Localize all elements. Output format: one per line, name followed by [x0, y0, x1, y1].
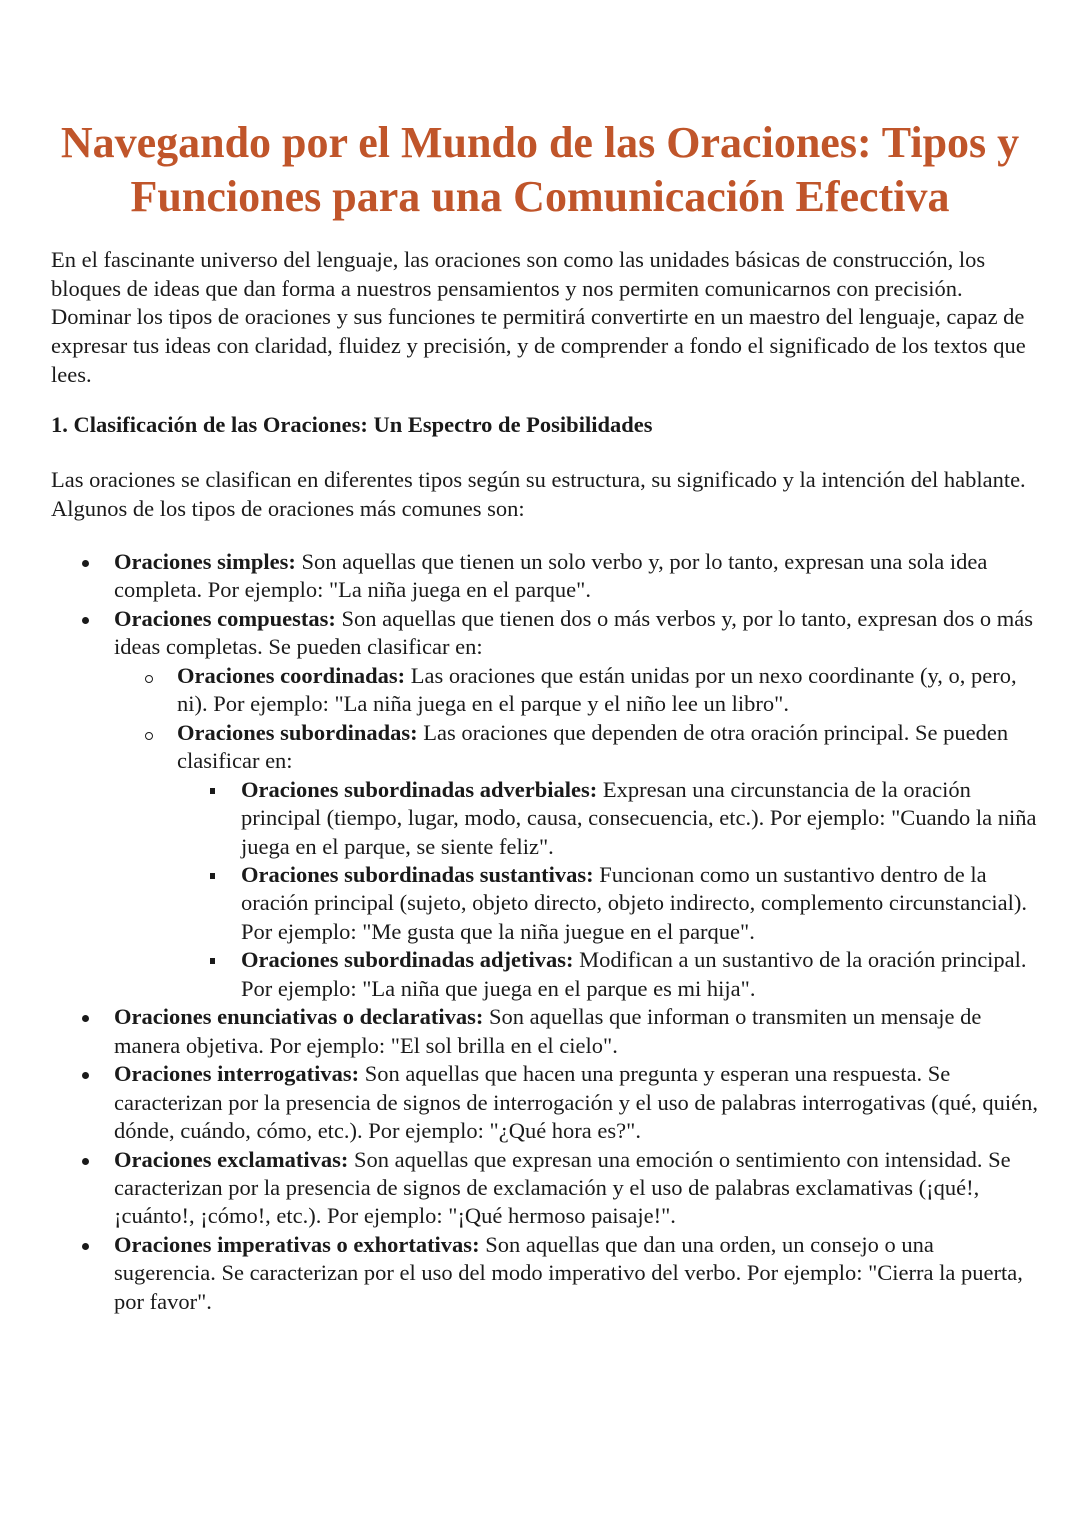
- section-intro-paragraph: Las oraciones se clasifican en diferentes tipos según su estructura, su significado y la intención del hablante. Algunos de los tipos de oraciones más comunes son:: [51, 467, 1026, 521]
- bullet-circle-icon: [145, 675, 153, 683]
- bullet-square-icon: [210, 873, 215, 879]
- bullet-circle-icon: [145, 732, 153, 740]
- list-item: [0, 662, 1080, 719]
- list-item-text: Son aquellas que hacen una pregunta y esperan una respuesta. Se caracterizan por la presencia de signos de interrogación y el uso de palabras interrogativas (qué, quién, dónde, cuándo, cómo, etc.). Por ejemplo: "¿Qué hora es?".: [114, 1061, 1038, 1144]
- list-item-text: Son aquellas que tienen un solo verbo y, por lo tanto, expresan una sola idea completa. Por ejemplo: "La niña juega en el parque".: [114, 549, 988, 603]
- page-title: Navegando por el Mundo de las Oraciones: Tipos y Funciones para una Comunicación Efectiva: [60, 118, 1020, 221]
- list-item-text: Son aquellas que informan o transmiten un mensaje de manera objetiva. Por ejemplo: "El sol brilla en el cielo".: [114, 1004, 982, 1058]
- bullet-square-icon: [210, 958, 215, 964]
- bullet-disc-icon: [82, 1015, 89, 1022]
- list-item: [0, 605, 1080, 662]
- list-item-term: Oraciones interrogativas:: [114, 1061, 360, 1087]
- bullet-disc-icon: [82, 560, 89, 567]
- sentence-types-list: [0, 548, 1080, 1316]
- list-item: [0, 548, 1080, 605]
- list-item-text: Son aquellas que dan una orden, un consejo o una sugerencia. Se caracterizan por el uso del modo imperativo del verbo. Por ejemplo: "Cierra la puerta, por favor".: [114, 1231, 1023, 1314]
- list-item-term: Oraciones subordinadas adverbiales:: [241, 776, 598, 802]
- list-item: [0, 1060, 1080, 1145]
- bullet-disc-icon: [82, 1158, 89, 1165]
- list-item-term: Oraciones subordinadas:: [177, 719, 418, 745]
- bullet-disc-icon: [82, 617, 89, 624]
- list-item-text: Las oraciones que dependen de otra oración principal. Se pueden clasificar en:: [177, 719, 1009, 774]
- list-item-term: Oraciones exclamativas:: [114, 1146, 349, 1172]
- bullet-disc-icon: [82, 1072, 89, 1079]
- list-item-term: Oraciones simples:: [114, 549, 296, 574]
- bullet-disc-icon: [82, 1243, 89, 1250]
- list-item-term: Oraciones compuestas:: [114, 605, 336, 631]
- list-item-term: Oraciones coordinadas:: [177, 662, 406, 688]
- list-item-term: Oraciones subordinadas sustantivas:: [241, 861, 594, 887]
- list-item-text: Las oraciones que están unidas por un nexo coordinante (y, o, pero, ni). Por ejemplo: "La niña juega en el parque y el niño lee un libro".: [177, 662, 1017, 717]
- list-item-text: Son aquellas que expresan una emoción o sentimiento con intensidad. Se caracterizan por la presencia de signos de exclamación y el uso de palabras exclamativas (¡qué!, ¡cuánto!, ¡cómo!, etc.). Por ejemplo: "¡Qué hermoso paisaje!".: [114, 1146, 1011, 1229]
- list-item-text: Expresan una circunstancia de la oración principal (tiempo, lugar, modo, causa, consecuencia, etc.). Por ejemplo: "Cuando la niña juega en el parque, se siente feliz".: [241, 776, 1037, 859]
- list-item: [0, 861, 1080, 946]
- list-item-term: Oraciones enunciativas o declarativas:: [114, 1004, 484, 1030]
- list-item: [0, 946, 1080, 1003]
- list-item-text: Modifican a un sustantivo de la oración principal. Por ejemplo: "La niña que juega en el parque es mi hija".: [241, 947, 1027, 1001]
- list-item-term: Oraciones imperativas o exhortativas:: [114, 1231, 480, 1257]
- section-heading: 1. Clasificación de las Oraciones: Un Espectro de Posibilidades: [51, 412, 653, 437]
- intro-paragraph: En el fascinante universo del lenguaje, las oraciones son como las unidades básicas de construcción, los bloques de ideas que dan forma a nuestros pensamientos y nos permiten comunicarnos con precisión. Dominar los tipos de oraciones y sus funciones te permitirá convertirte en un maestro del lenguaje, capaz de expresar tus ideas con claridad, fluidez y precisión, y de comprender a fondo el significado de los textos que lees.: [51, 247, 1026, 387]
- list-item-text: Funcionan como un sustantivo dentro de la oración principal (sujeto, objeto directo, objeto indirecto, complemento circunstancial). Por ejemplo: "Me gusta que la niña juegue en el parque".: [241, 861, 1027, 944]
- list-item: [0, 1231, 1080, 1316]
- list-item: [0, 1003, 1080, 1060]
- list-item-text: Son aquellas que tienen dos o más verbos y, por lo tanto, expresan dos o más ideas completas. Se pueden clasificar en:: [114, 605, 1034, 660]
- list-item: [0, 776, 1080, 861]
- list-item-term: Oraciones subordinadas adjetivas:: [241, 947, 574, 973]
- list-item: [0, 1146, 1080, 1231]
- bullet-square-icon: [210, 788, 215, 794]
- list-item: [0, 719, 1080, 776]
